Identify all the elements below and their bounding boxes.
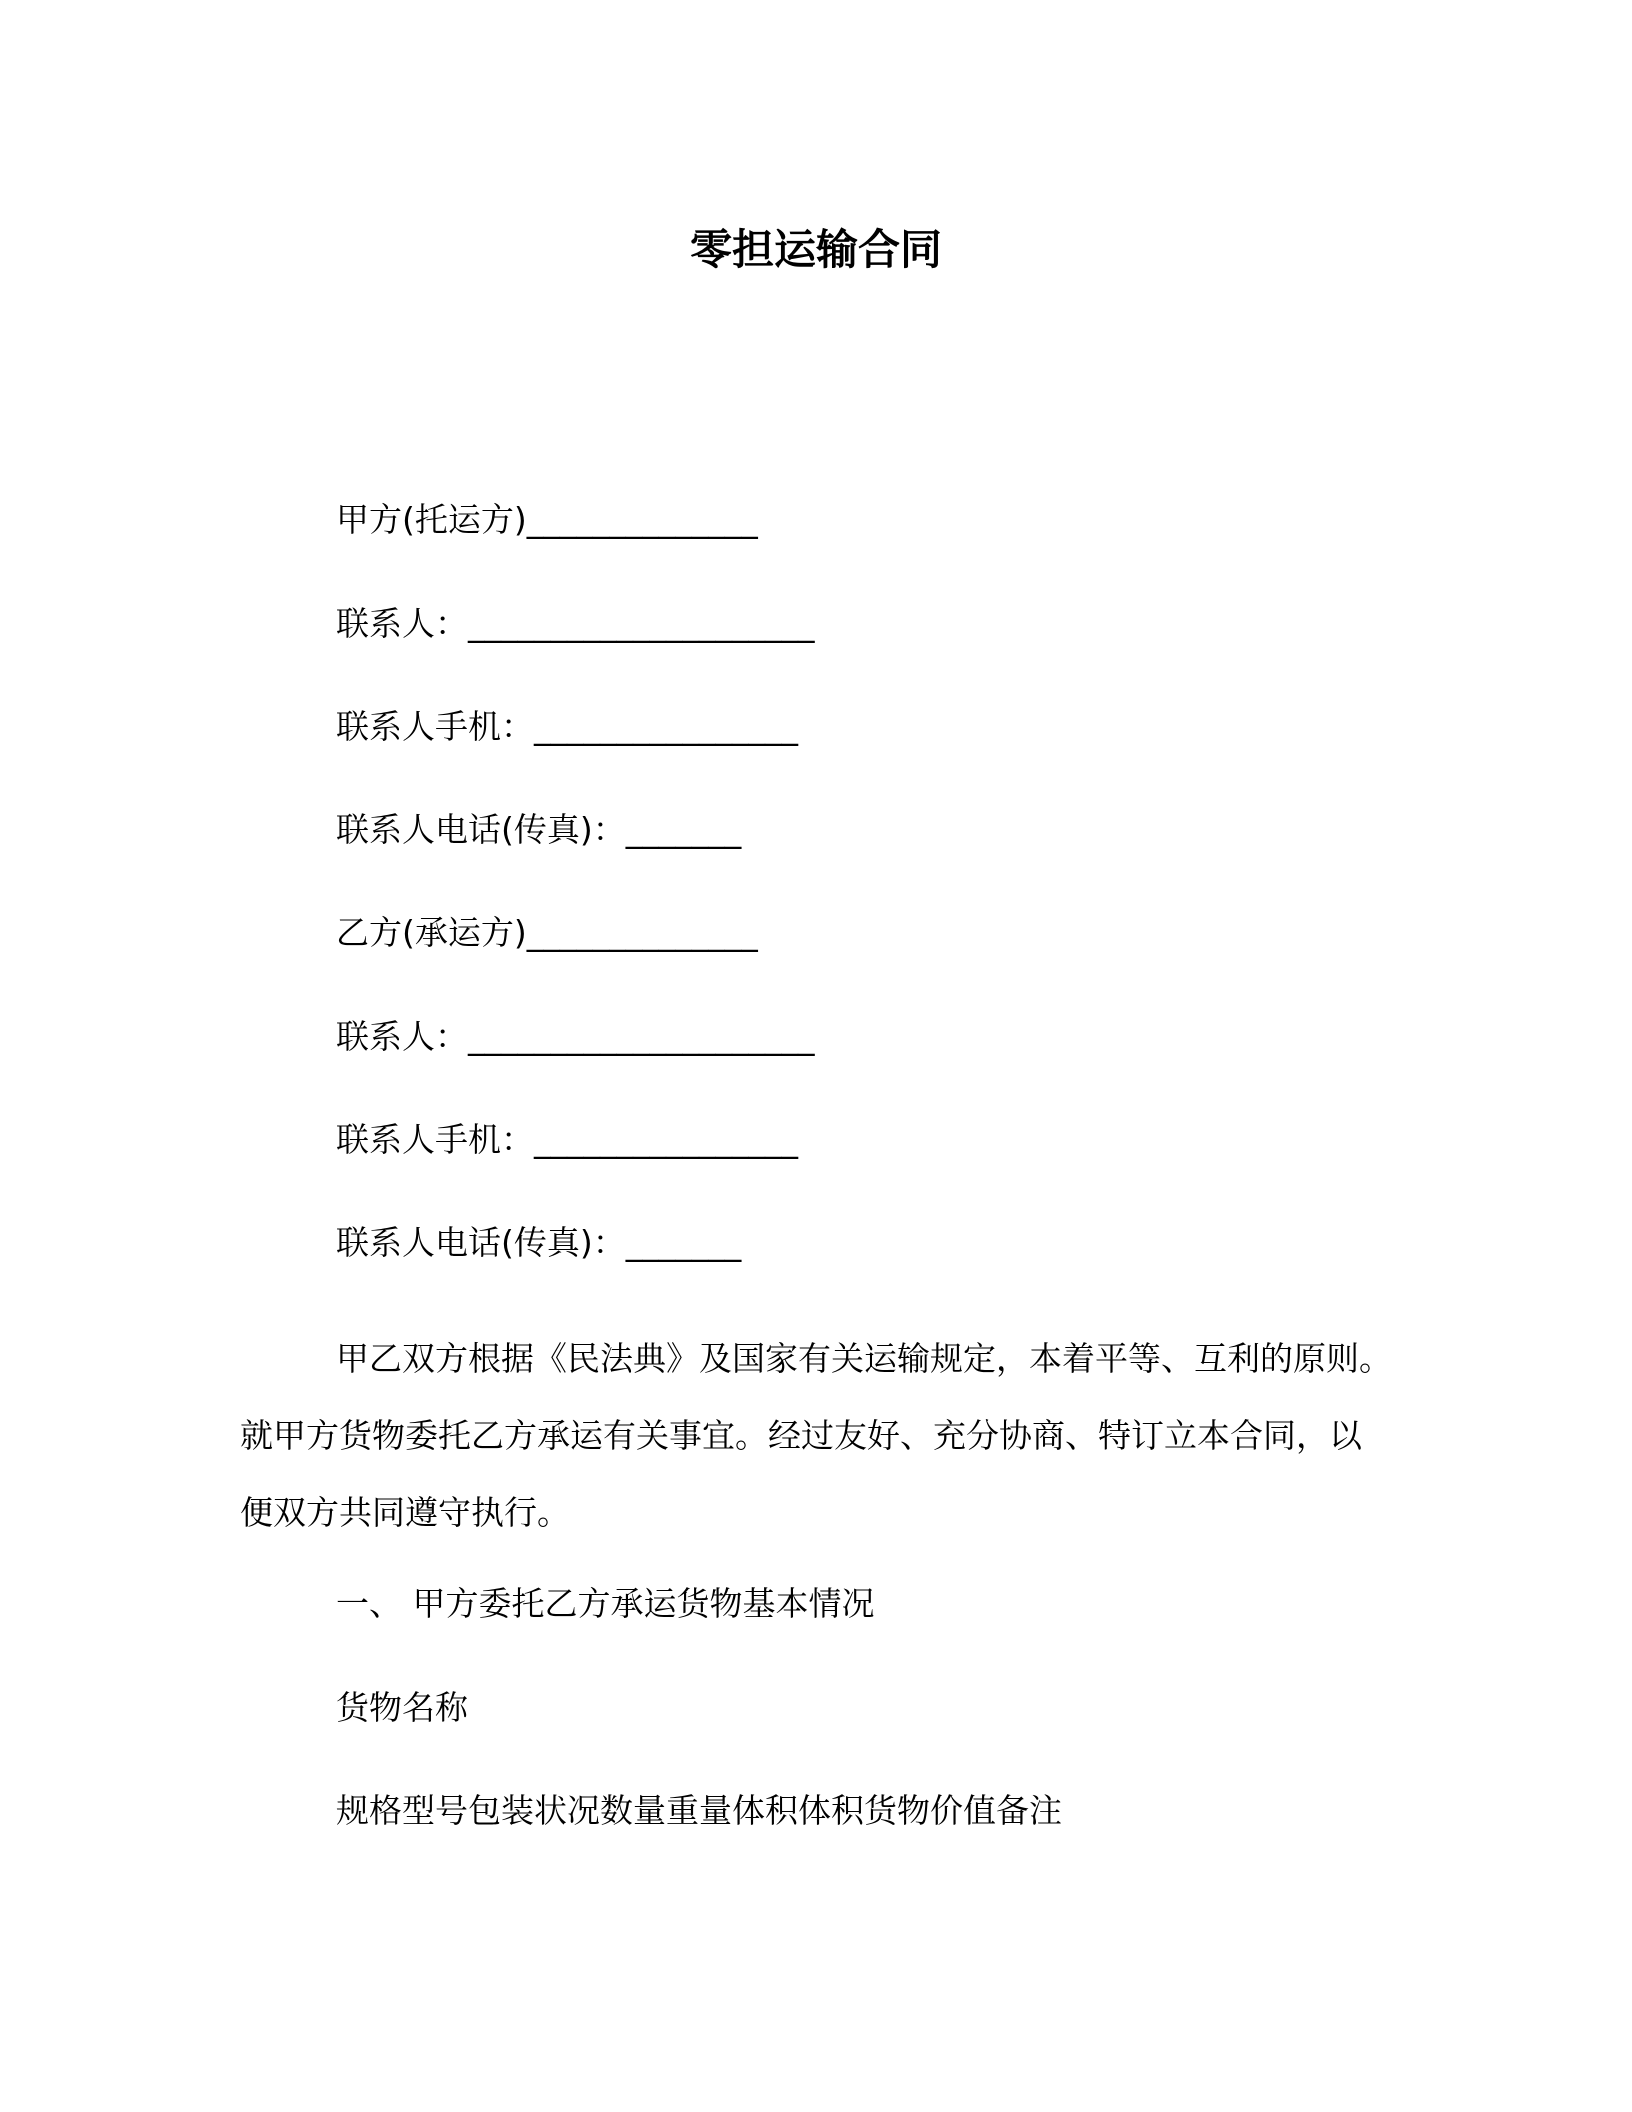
document-title: 零担运输合同 <box>689 225 942 274</box>
preamble-text: 甲乙双方根据《民法典》及国家有关运输规定，本着平等、互利的原则。就甲方货物委托乙方承运有关事宜。经过友好、充分协商、特订立本合同，以便双方共同遵守执行。 <box>240 1339 1392 1532</box>
goods-name-label: 货物名称 <box>336 1688 468 1727</box>
section-1-heading: 一、 甲方委托乙方承运货物基本情况 <box>336 1584 875 1623</box>
party-b-mobile-line: 联系人手机：________________ <box>336 1120 798 1159</box>
party-b-line: 乙方(承运方)______________ <box>336 913 758 952</box>
party-a-phone-line: 联系人电话(传真)：_______ <box>336 810 742 849</box>
party-a-contact-line: 联系人：_____________________ <box>336 604 815 643</box>
party-a-line: 甲方(托运方)______________ <box>336 500 758 539</box>
preamble-paragraph <box>240 1320 1392 1551</box>
party-a-mobile-line: 联系人手机：________________ <box>336 707 798 746</box>
party-b-contact-line: 联系人：_____________________ <box>336 1017 815 1056</box>
party-b-phone-line: 联系人电话(传真)：_______ <box>336 1223 742 1262</box>
goods-fields-label: 规格型号包装状况数量重量体积体积货物价值备注 <box>336 1791 1062 1830</box>
